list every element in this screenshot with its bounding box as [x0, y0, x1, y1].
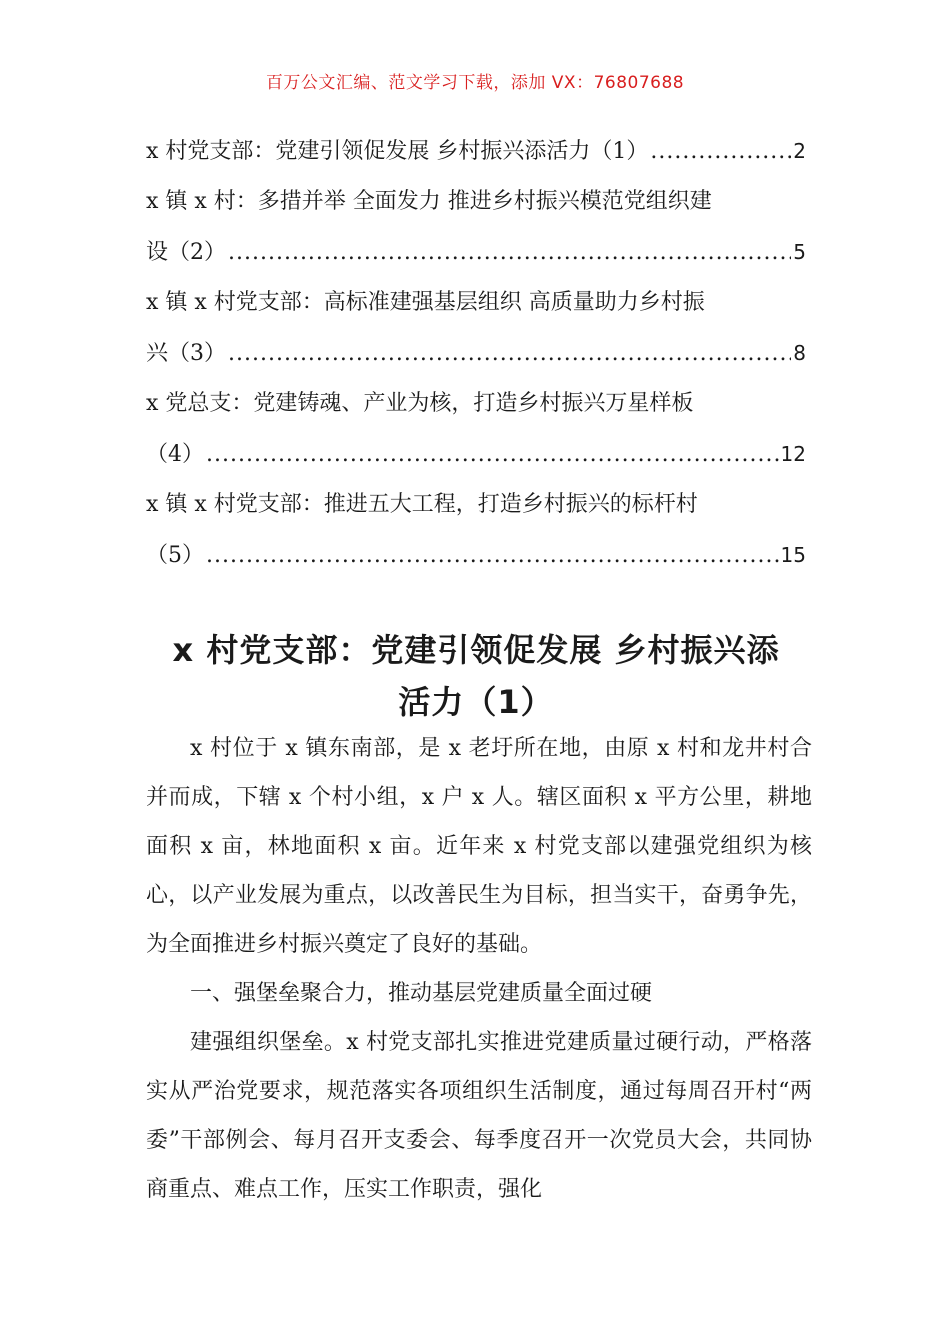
toc-entry-title-continued: 设（2） [146, 240, 226, 265]
toc-entry[interactable] [146, 126, 806, 177]
toc-entry-title-continued: 兴（3） [146, 341, 226, 366]
section-heading: 一、强堡垒聚合力，推动基层党建质量全面过硬 [190, 981, 653, 1006]
toc-page-number: 2 [793, 139, 806, 163]
toc-entry[interactable] [146, 177, 806, 278]
article-title-line: x 村党支部：党建引领促发展 乡村振兴添 [172, 631, 780, 669]
toc-page-number: 5 [793, 240, 806, 264]
toc-entry-line [146, 126, 806, 177]
toc-entry-title: x 镇 x 村党支部：推进五大工程，打造乡村振兴的标杆村 [146, 492, 698, 517]
toc-entry[interactable] [146, 480, 806, 581]
article-title [146, 624, 806, 728]
body-paragraph: 建强组织堡垒。x 村党支部扎实推进党建质量过硬行动，严格落实从严治党要求，规范落实各项组织生活制度，通过每周召开村“两委”干部例会、每月召开支委会、每季度召开一次党员大会，共同协商重点、难点工作，压实工作职责，强化 [146, 1030, 812, 1202]
toc-entry-title: x 党总支：党建铸魂、产业为核，打造乡村振兴万星样板 [146, 391, 694, 416]
toc-leader-dots [206, 430, 779, 480]
toc-entry-title-continued: （5） [146, 543, 204, 568]
body-paragraph: x 村位于 x 镇东南部，是 x 老圩所在地，由原 x 村和龙井村合并而成，下辖 x 个村小组，x 户 x 人。辖区面积 x 平方公里，耕地面积 x 亩，林地面积 x 亩。近年来 x 村党支部以建强党组织为核心，以产业发展为重点，以改善民生为目标，担当实干，奋勇争先，为全面推进乡村振兴奠定了良好的基础。 [146, 736, 812, 957]
toc-leader-dots [650, 127, 791, 177]
toc-entry-title: x 村党支部：党建引领促发展 乡村振兴添活力（1） [146, 139, 649, 164]
toc-entry[interactable] [146, 379, 806, 480]
toc-entry-line [146, 429, 806, 480]
header-watermark-note: 百万公文汇编、范文学习下载，添加 VX：76807688 [265, 73, 685, 93]
article-body [146, 724, 812, 1214]
toc-entry[interactable] [146, 278, 806, 379]
toc-page-number: 15 [780, 543, 806, 567]
toc-entry-title-continued: （4） [146, 442, 204, 467]
table-of-contents [146, 126, 806, 581]
toc-leader-dots [228, 228, 791, 278]
toc-entry-line [146, 530, 806, 581]
toc-page-number: 12 [780, 442, 806, 466]
toc-entry-line [146, 328, 806, 379]
toc-entry-title: x 镇 x 村党支部：高标准建强基层组织 高质量助力乡村振 [146, 290, 705, 315]
toc-entry-title: x 镇 x 村：多措并举 全面发力 推进乡村振兴模范党组织建 [146, 189, 712, 214]
toc-leader-dots [206, 531, 779, 581]
toc-leader-dots [228, 329, 791, 379]
toc-entry-line [146, 227, 806, 278]
article-title-line: 活力（1） [398, 683, 554, 721]
toc-page-number: 8 [793, 341, 806, 365]
